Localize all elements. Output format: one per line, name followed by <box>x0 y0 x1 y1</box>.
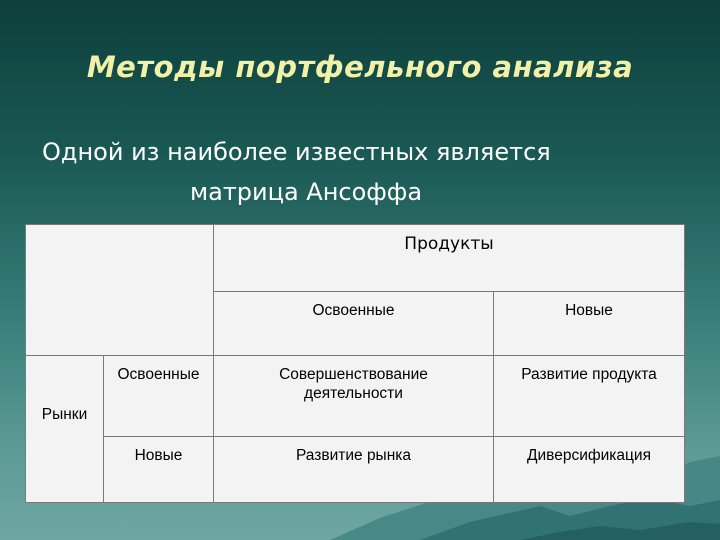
row-header-new-markets: Новые <box>134 447 183 464</box>
strategy-product-development: Развитие продукта <box>521 366 657 383</box>
row-header-mastered-markets: Освоенные <box>117 366 200 383</box>
slide-title: Методы портфельного анализа <box>86 50 634 84</box>
subtitle-line-1: Одной из наиболее известных является <box>42 138 551 166</box>
strategy-diversification: Диверсификация <box>527 447 651 464</box>
markets-header: Рынки <box>41 405 88 423</box>
column-header-mastered-products: Освоенные <box>312 302 395 319</box>
strategy-market-penetration: Совершенствование деятельности <box>279 366 428 402</box>
slide-subtitle <box>42 132 682 212</box>
products-header: Продукты <box>404 234 494 254</box>
subtitle-line-2: матрица Ансоффа <box>190 178 423 206</box>
ansoff-matrix <box>25 224 685 503</box>
column-header-new-products: Новые <box>565 302 613 319</box>
strategy-market-development: Развитие рынка <box>295 447 412 464</box>
